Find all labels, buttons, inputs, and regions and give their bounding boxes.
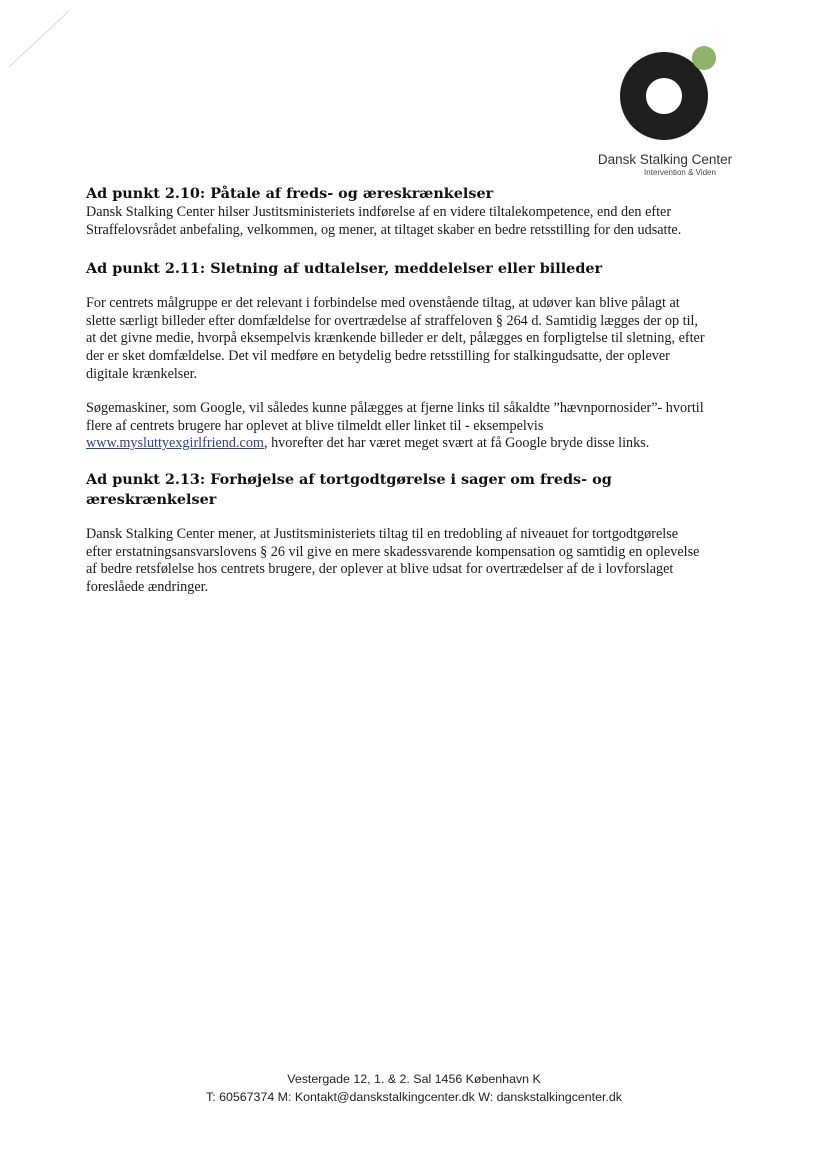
heading-2-13: Ad punkt 2.13: Forhøjelse af tortgodtgørelse i sager om freds- og æreskrænkelser bbox=[86, 470, 612, 508]
paragraph-2-13: Dansk Stalking Center mener, at Justitsministeriets tiltag til en tredobling af niveauet for tortgodtgørelse efter erstatningsansvarslovens § 26 vil give en mere skadessvarende kompensation og samtidig en oplevelse af bedre retsfølelse hos centrets brugere, der oplever at blive udsat for overtrædelser af de i lovforslaget foreslåede ændringer. bbox=[86, 525, 700, 595]
logo-name: Dansk Stalking Center bbox=[597, 152, 733, 167]
mysluttyexgirlfriend-link[interactable]: www.mysluttyexgirlfriend.com bbox=[86, 435, 264, 452]
logo-dot-icon bbox=[692, 46, 716, 70]
logo-tagline: Intervention & Viden bbox=[644, 168, 716, 177]
paragraph-text-after-link: , hvorefter det har været meget svært at få Google bryde disse links. bbox=[263, 435, 650, 452]
footer-contact: T: 60567374 M: Kontakt@danskstalkingcenter.dk W: danskstalkingcenter.dk bbox=[206, 1090, 622, 1104]
paragraph-text-before-link: Søgemaskiner, som Google, vil således kunne pålægges at fjerne links til såkaldte ”hævnpornosider”- hvortil flere af centrets brugere har oplevet at blive tilmeldt eller linket til - eksempelvis bbox=[86, 400, 704, 434]
document-body bbox=[86, 184, 706, 596]
heading-2-11: Ad punkt 2.11: Sletning af udtalelser, meddelelser eller billeder bbox=[86, 260, 603, 278]
paragraph-2-10: Dansk Stalking Center hilser Justitsministeriets indførelse af en videre tiltalekompetence, end den efter Straffelovsrådet anbefaling, velkommen, og mener, at tiltaget skaber en bedre retsstilling for den udsatte. bbox=[86, 204, 682, 238]
logo-ring-icon bbox=[633, 65, 695, 127]
paragraph-2-11: For centrets målgruppe er det relevant i forbindelse med ovenstående tiltag, at udøver kan blive pålagt at slette særligt billeder efter domfældelse for overtrædelse af straffeloven § 264 d. Samtidig lægges der op til, at det givne medie, hvorpå eksempelvis krænkende billeder er delt, pålægges en forpligtelse til sletning, efter der er sket domfældelse. Det vil medføre en betydelig bedre retsstilling for stalkingudsatte, der oplever digitale krænkelser. bbox=[86, 295, 705, 382]
footer-address: Vestergade 12, 1. & 2. Sal 1456 København K bbox=[287, 1072, 541, 1086]
heading-2-10: Ad punkt 2.10: Påtale af freds- og æreskrænkelser bbox=[86, 185, 494, 202]
dansk-stalking-center-logo bbox=[620, 42, 720, 142]
paragraph-2-11-search-engines bbox=[86, 400, 706, 453]
scan-artifact-line bbox=[8, 10, 70, 68]
